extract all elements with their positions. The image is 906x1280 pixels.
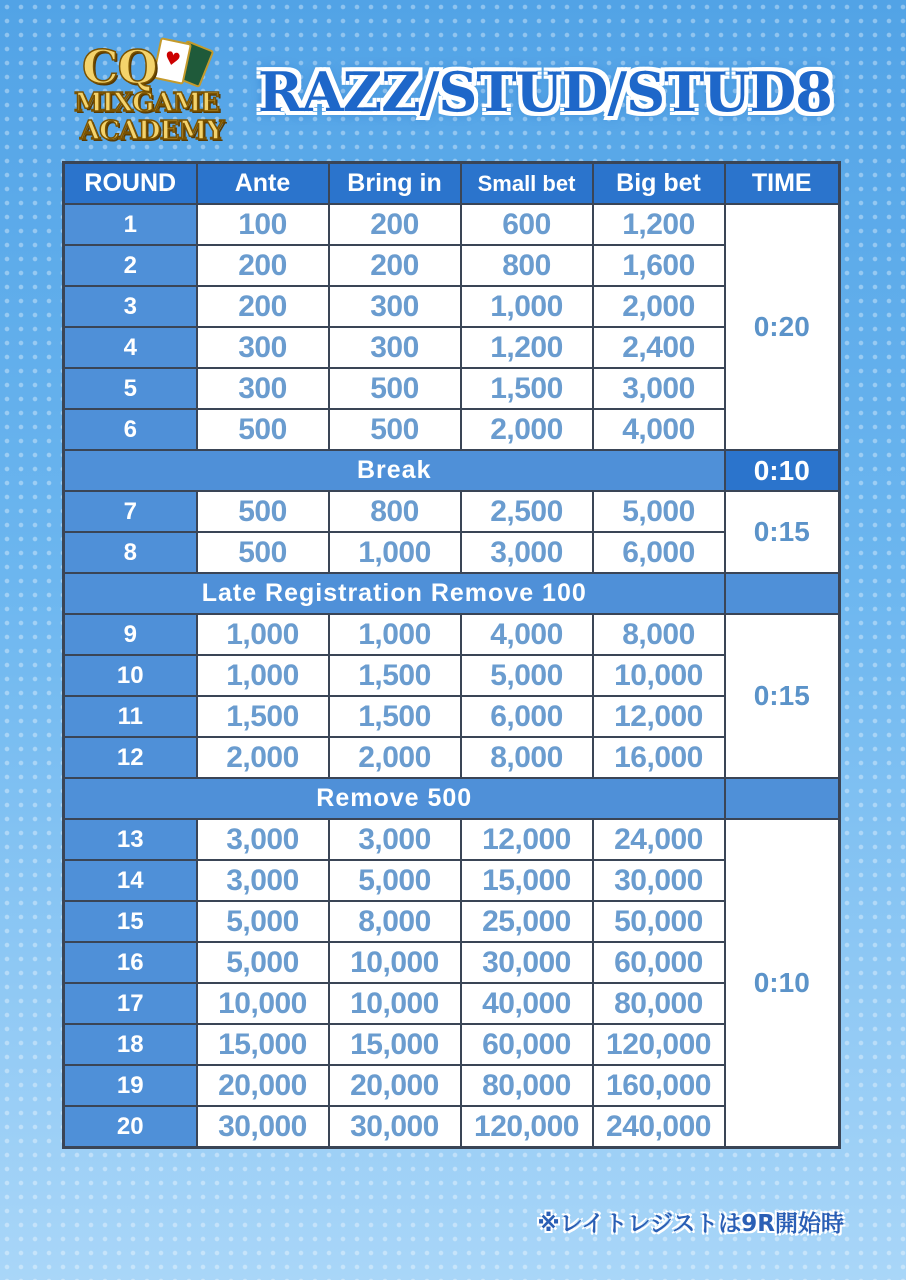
round-cell: 17	[64, 983, 197, 1024]
level-row	[64, 368, 840, 409]
bring-in-cell: 15,000	[329, 1024, 461, 1065]
small-bet-cell: 120,000	[461, 1106, 593, 1148]
round-cell: 3	[64, 286, 197, 327]
bring-in-cell: 20,000	[329, 1065, 461, 1106]
ante-cell: 3,000	[197, 860, 329, 901]
level-time-cell: 0:20	[725, 204, 840, 450]
ante-cell: 15,000	[197, 1024, 329, 1065]
small-bet-cell: 8,000	[461, 737, 593, 778]
bring-in-cell: 1,500	[329, 696, 461, 737]
small-bet-cell: 2,500	[461, 491, 593, 532]
level-row	[64, 245, 840, 286]
bring-in-cell: 200	[329, 245, 461, 286]
level-row	[64, 901, 840, 942]
big-bet-cell: 4,000	[593, 409, 725, 450]
ante-cell: 100	[197, 204, 329, 245]
small-bet-cell: 1,000	[461, 286, 593, 327]
bring-in-cell: 200	[329, 204, 461, 245]
ante-cell: 3,000	[197, 819, 329, 860]
big-bet-cell: 30,000	[593, 860, 725, 901]
header-row	[64, 163, 840, 205]
small-bet-cell: 1,200	[461, 327, 593, 368]
section-time	[725, 573, 840, 614]
ante-cell: 500	[197, 491, 329, 532]
round-cell: 9	[64, 614, 197, 655]
bring-in-cell: 2,000	[329, 737, 461, 778]
big-bet-cell: 120,000	[593, 1024, 725, 1065]
small-bet-cell: 6,000	[461, 696, 593, 737]
small-bet-cell: 40,000	[461, 983, 593, 1024]
logo-line-2: MIXGAME	[74, 88, 220, 118]
round-cell: 19	[64, 1065, 197, 1106]
ante-cell: 5,000	[197, 942, 329, 983]
bring-in-cell: 1,000	[329, 532, 461, 573]
bring-in-cell: 10,000	[329, 983, 461, 1024]
ante-cell: 2,000	[197, 737, 329, 778]
small-bet-cell: 600	[461, 204, 593, 245]
big-bet-cell: 2,400	[593, 327, 725, 368]
late-registration-note: ※レイトレジストは9R開始時	[537, 1211, 844, 1237]
round-cell: 14	[64, 860, 197, 901]
bring-in-cell: 8,000	[329, 901, 461, 942]
ante-cell: 300	[197, 327, 329, 368]
big-bet-cell: 240,000	[593, 1106, 725, 1148]
header-ante: Ante	[197, 163, 329, 205]
big-bet-cell: 3,000	[593, 368, 725, 409]
level-row	[64, 1065, 840, 1106]
round-cell: 5	[64, 368, 197, 409]
card-suit: ♥	[162, 47, 183, 72]
level-row	[64, 696, 840, 737]
bring-in-cell: 1,500	[329, 655, 461, 696]
level-row	[64, 1106, 840, 1148]
big-bet-cell: 160,000	[593, 1065, 725, 1106]
ante-cell: 200	[197, 245, 329, 286]
bring-in-cell: 800	[329, 491, 461, 532]
section-label: Late Registration Remove 100	[64, 573, 725, 614]
big-bet-cell: 50,000	[593, 901, 725, 942]
big-bet-cell: 1,600	[593, 245, 725, 286]
ante-cell: 500	[197, 532, 329, 573]
section-label: Break	[64, 450, 725, 491]
round-cell: 6	[64, 409, 197, 450]
ante-cell: 1,000	[197, 655, 329, 696]
section-time: 0:10	[725, 450, 840, 491]
section-time	[725, 778, 840, 819]
blind-structure-table	[62, 161, 841, 1149]
small-bet-cell: 4,000	[461, 614, 593, 655]
level-row	[64, 983, 840, 1024]
level-row	[64, 655, 840, 696]
section-row	[64, 450, 840, 491]
level-time-cell: 0:10	[725, 819, 840, 1148]
round-cell: 10	[64, 655, 197, 696]
section-row	[64, 778, 840, 819]
round-cell: 7	[64, 491, 197, 532]
level-row	[64, 532, 840, 573]
level-row	[64, 327, 840, 368]
logo-line-1: CQ	[82, 40, 157, 94]
small-bet-cell: 15,000	[461, 860, 593, 901]
big-bet-cell: 5,000	[593, 491, 725, 532]
header-time: TIME	[725, 163, 840, 205]
bring-in-cell: 5,000	[329, 860, 461, 901]
ante-cell: 500	[197, 409, 329, 450]
level-row	[64, 737, 840, 778]
big-bet-cell: 16,000	[593, 737, 725, 778]
level-time-cell: 0:15	[725, 491, 840, 573]
round-cell: 11	[64, 696, 197, 737]
header-bring-in: Bring in	[329, 163, 461, 205]
small-bet-cell: 25,000	[461, 901, 593, 942]
big-bet-cell: 60,000	[593, 942, 725, 983]
round-cell: 16	[64, 942, 197, 983]
round-cell: 18	[64, 1024, 197, 1065]
level-row	[64, 942, 840, 983]
header-big-bet: Big bet	[593, 163, 725, 205]
round-cell: 20	[64, 1106, 197, 1148]
ante-cell: 20,000	[197, 1065, 329, 1106]
small-bet-cell: 80,000	[461, 1065, 593, 1106]
level-row	[64, 614, 840, 655]
big-bet-cell: 10,000	[593, 655, 725, 696]
round-cell: 4	[64, 327, 197, 368]
bring-in-cell: 300	[329, 286, 461, 327]
big-bet-cell: 24,000	[593, 819, 725, 860]
ante-cell: 1,000	[197, 614, 329, 655]
small-bet-cell: 1,500	[461, 368, 593, 409]
round-cell: 12	[64, 737, 197, 778]
bring-in-cell: 500	[329, 409, 461, 450]
big-bet-cell: 8,000	[593, 614, 725, 655]
page-title: RAZZ/STUD/STUD8	[258, 60, 832, 124]
level-row	[64, 409, 840, 450]
small-bet-cell: 2,000	[461, 409, 593, 450]
level-time-cell: 0:15	[725, 614, 840, 778]
bring-in-cell: 3,000	[329, 819, 461, 860]
big-bet-cell: 6,000	[593, 532, 725, 573]
cq-mixgame-academy-logo	[60, 32, 230, 150]
header-small-bet: Small bet	[461, 163, 593, 205]
ante-cell: 200	[197, 286, 329, 327]
big-bet-cell: 1,200	[593, 204, 725, 245]
big-bet-cell: 80,000	[593, 983, 725, 1024]
big-bet-cell: 2,000	[593, 286, 725, 327]
ante-cell: 300	[197, 368, 329, 409]
small-bet-cell: 3,000	[461, 532, 593, 573]
round-cell: 13	[64, 819, 197, 860]
header-round: ROUND	[64, 163, 197, 205]
small-bet-cell: 12,000	[461, 819, 593, 860]
level-row	[64, 491, 840, 532]
round-cell: 15	[64, 901, 197, 942]
level-row	[64, 1024, 840, 1065]
level-row	[64, 819, 840, 860]
level-row	[64, 204, 840, 245]
level-row	[64, 860, 840, 901]
ante-cell: 5,000	[197, 901, 329, 942]
level-row	[64, 286, 840, 327]
bring-in-cell: 10,000	[329, 942, 461, 983]
bring-in-cell: 30,000	[329, 1106, 461, 1148]
round-cell: 1	[64, 204, 197, 245]
logo-line-3: ACADEMY	[80, 116, 224, 146]
table-body	[64, 204, 840, 1148]
small-bet-cell: 5,000	[461, 655, 593, 696]
small-bet-cell: 30,000	[461, 942, 593, 983]
round-cell: 2	[64, 245, 197, 286]
ante-cell: 30,000	[197, 1106, 329, 1148]
bring-in-cell: 500	[329, 368, 461, 409]
section-row	[64, 573, 840, 614]
bring-in-cell: 1,000	[329, 614, 461, 655]
section-label: Remove 500	[64, 778, 725, 819]
bring-in-cell: 300	[329, 327, 461, 368]
round-cell: 8	[64, 532, 197, 573]
ante-cell: 1,500	[197, 696, 329, 737]
small-bet-cell: 60,000	[461, 1024, 593, 1065]
small-bet-cell: 800	[461, 245, 593, 286]
big-bet-cell: 12,000	[593, 696, 725, 737]
ante-cell: 10,000	[197, 983, 329, 1024]
